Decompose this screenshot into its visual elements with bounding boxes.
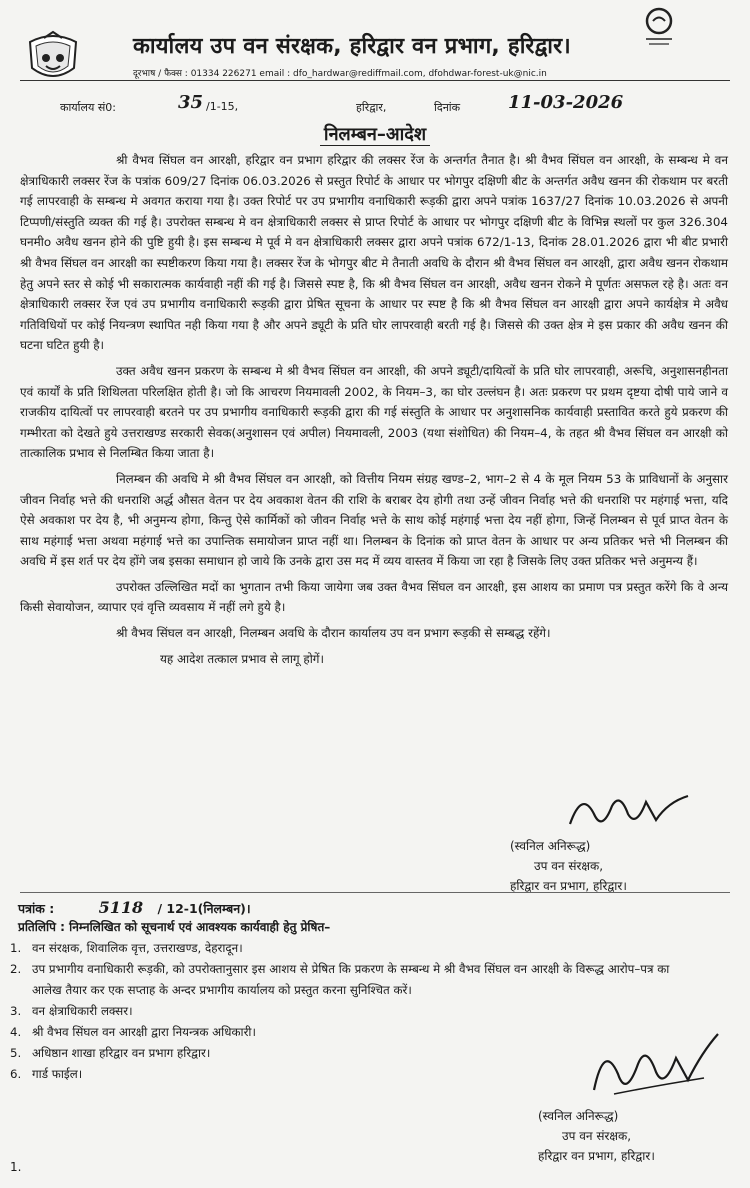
paragraph: निलम्बन की अवधि मे श्री वैभव सिंघल वन आरक्षी, को वित्तीय नियम संग्रह खण्ड–2, भाग–2 से 4 के मूल नियम 53 के प्राविधानों के अनुसार जीवन निर्वाह भत्ते की धनराशि अर्द्ध औसत वेतन पर देय अवकाश वेतन की राशि के बराबर देय होगी तथा उन्हें जीवन निर्वाह भत्ते की धनराशि पर महंगाई भत्ता, यदि ऐसे अवकाश पर देय है, भी अनुमन्य होगा, किन्तु ऐसे कार्मिकों को जीवन निर्वाह भत्ते के साथ कोई महंगाई भत्ता देय नहीं होगा, जिन्हें निलम्बन से पूर्व प्राप्त वेतन के साथ महंगाई भत्ता अथवा महंगाई भत्ते का उपान्तिक समायोजन प्राप्त नहीं था। निलम्बन के दिनांक को प्राप्त वेतन के आधार पर अन्य प्रतिकर भत्ते भी निलम्बन की अवधि में इस शर्त पर देय होंगे जब इसका समाधान हो जाये कि उनके द्वारा उस मद में व्यय वास्तव में किया जा रहा है जिसके लिए उक्त प्रतिकर भत्ते अनुमन्य हैं। [20,471,728,569]
signatory-office: हरिद्वार वन प्रभाग, हरिद्वार। [510,879,627,893]
signatory-name: (स्वनिल अनिरूद्ध) [538,1109,619,1123]
signature-icon [564,784,694,836]
list-item: 5. अधिष्ठान शाखा हरिद्वार वन प्रभाग हरिद्वार। [10,1046,211,1060]
paragraph: उपरोक्त उल्लिखित मदों का भुगतान तभी किया जायेगा जब उक्त वैभव सिंघल वन आरक्षी, इस आशय का प्रमाण पत्र प्रस्तुत करेंगे कि वे अन्य किसी सेवायोजन, व्यापार एवं वृत्ति व्यवसाय में नहीं लगे हुये है। [20,579,728,615]
list-item: 6. गार्ड फाईल। [10,1067,83,1081]
order-body [20,150,728,674]
document-title: निलम्बन–आदेश [0,122,750,146]
office-heading: कार्यालय उप वन संरक्षक, हरिद्वार वन प्रभाग, हरिद्वार। [133,34,571,59]
signatory-office: हरिद्वार वन प्रभाग, हरिद्वार। [538,1149,655,1163]
order-number: 35 [178,92,204,113]
page-number: 1. [10,1160,22,1174]
signature-icon [584,1028,724,1110]
section-divider [20,892,730,893]
signature-block [510,836,730,896]
forest-department-emblem-icon [24,28,82,86]
endorsement-number-line: पत्रांक : 5118 / 12-1(निलम्बन)। [18,898,251,917]
list-item: 4. श्री वैभव सिंघल वन आरक्षी द्वारा नियन्त्रक अधिकारी। [10,1025,256,1039]
signatory-name: (स्वनिल अनिरूद्ध) [510,839,591,853]
order-suffix: /1-15, [206,100,239,113]
order-place: हरिद्वार, [356,101,387,114]
paragraph: उक्त अवैध खनन प्रकरण के सम्बन्ध मे श्री वैभव सिंघल वन आरक्षी, की अपने ड्यूटी/दायित्वों के प्रति घोर लापरवाही, अरूचि, अनुशासनहीनता एवं कार्यों के प्रति शिथिलता परिलक्षित होती है। जो कि आचरण नियमावली 2002, के नियम–3, का घोर उल्लंघन है। अतः प्रकरण पर प्रथम दृष्टया दोषी पाये जाने व राजकीय दायित्वों पर लापरवाही बरतने पर उप प्रभागीय वनाधिकारी रूड़की द्वारा की गई संस्तुति के आधार पर अनुशासनिक कार्यवाही प्रस्तावित करते हुये प्रकरण की गम्भीरता को देखते हुये उत्तराखण्ड सरकारी सेवक(अनुशासन एवं अपील) नियमावली, 2003 (यथा संशोधित) की नियम–4, के तहत श्री वैभव सिंघल वन आरक्षी को तात्कालिक प्रभाव से निलम्बित किया जाता है। [20,363,728,461]
paragraph: यह आदेश तत्काल प्रभाव से लागू होगें। [160,651,324,666]
list-item: 3. वन क्षेत्राधिकारी लक्सर। [10,1004,133,1018]
govt-logo-icon [642,6,676,50]
copy-heading: प्रतिलिपि : निम्नलिखित को सूचनार्थ एवं आवश्यक कार्यवाही हेतु प्रेषित– [18,920,331,934]
signatory-designation: उप वन संरक्षक, [562,1129,632,1143]
endorsement-number: 5118 [98,898,144,917]
signatory-designation: उप वन संरक्षक, [534,859,604,873]
list-item: 1. वन संरक्षक, शिवालिक वृत्त, उत्तराखण्ड, देहरादून। [10,941,243,955]
list-item: 2. उप प्रभागीय वनाधिकारी रूड़की, को उपरोक्तानुसार इस आशय से प्रेषित कि प्रकरण के सम्बन्ध मे श्री वैभव सिंघल वन आरक्षी के विरूद्ध आरोप–पत्र का आलेख तैयार कर एक सप्ताह के अन्दर प्रभागीय कार्यालय को प्रस्तुत करना सुनिश्चित करें। [10,962,670,997]
contact-line: दूरभाष / फैक्स : 01334 226271 email : dfo_hardwar@rediffmail.com, dfohdwar-forest-uk@nic.in [133,69,547,79]
header-divider [20,80,730,81]
paragraph: श्री वैभव सिंघल वन आरक्षी, निलम्बन अवधि के दौरान कार्यालय उप वन प्रभाग रूड़की से सम्बद्ध रहेंगे। [116,626,551,641]
paragraph: श्री वैभव सिंघल वन आरक्षी, हरिद्वार वन प्रभाग हरिद्वार की लक्सर रेंज के अन्तर्गत तैनात है। श्री वैभव सिंघल वन आरक्षी, के सम्बन्ध मे वन क्षेत्राधिकारी लक्सर रेंज के पत्रांक 609/27 दिनांक 06.03.2026 से प्रस्तुत रिपोर्ट के आधार पर भोगपुर दक्षिणी बीट के अन्तर्गत अवैध खनन की रोकथाम पर बरती गई लापरवाही के सम्बन्ध मे अवगत कराया गया है। उक्त रिपोर्ट पर उप प्रभागीय वनाधिकारी रूड़की द्वारा अपने पत्रांक 1637/27 दिनांक 10.03.2026 से अपनी टिप्पणी/संस्तुति व्यक्त की गई है। उपरोक्त सम्बन्ध मे वन क्षेत्राधिकारी लक्सर से प्राप्त रिपोर्ट के आधार पर भोगपुर दक्षिणी बीट के विभिन्न स्थलों पर कुल 326.304 घनमीo अवैध खनन होने की पुष्टि हुयी है। इस सम्बन्ध मे पूर्व मे वन क्षेत्राधिकारी लक्सर द्वारा अपने पत्रांक 672/1-13, दिनांक 28.01.2026 द्वारा भी बीट प्रभारी श्री वैभव सिंघल वन आरक्षी का स्पष्टीकरण किया गया है। लक्सर रेंज के भोगपुर बीट मे तैनाती अवधि के दौरान श्री वैभव सिंघल वन आरक्षी, द्वारा अवैध खनन रोकथाम हेतु अपने स्तर से कोई भी सकारात्मक कार्यवाही नहीं की गई है। जिससे स्पष्ट है, कि श्री वैभव सिंघल वन आरक्षी, अवैध खनन रोकने मे पूर्णतः असफल रहे है। अतः वन क्षेत्राधिकारी लक्सर रेंज एवं उप प्रभागीय वनाधिकारी रूड़की द्वारा प्रेषित सूचना के आधार पर स्पष्ट है कि श्री वैभव सिंघल वन आरक्षी द्वारा अपने कार्यक्षेत्र मे अवैध गतिविधियों पर कोई नियन्त्रण स्थापित नही किया गया है और अपने ड्यूटी के प्रति घोर लापरवाही बरती गई है। जिससे की उक्त क्षेत्र मे इस प्रकार की अवैध खनन की घटना घटित हुयी है। [20,153,728,353]
signature-block-2 [538,1106,738,1166]
order-date: 11-03-2026 [508,92,624,113]
order-date-label: दिनांक [434,101,461,114]
order-prefix: कार्यालय सं0: [60,101,117,114]
